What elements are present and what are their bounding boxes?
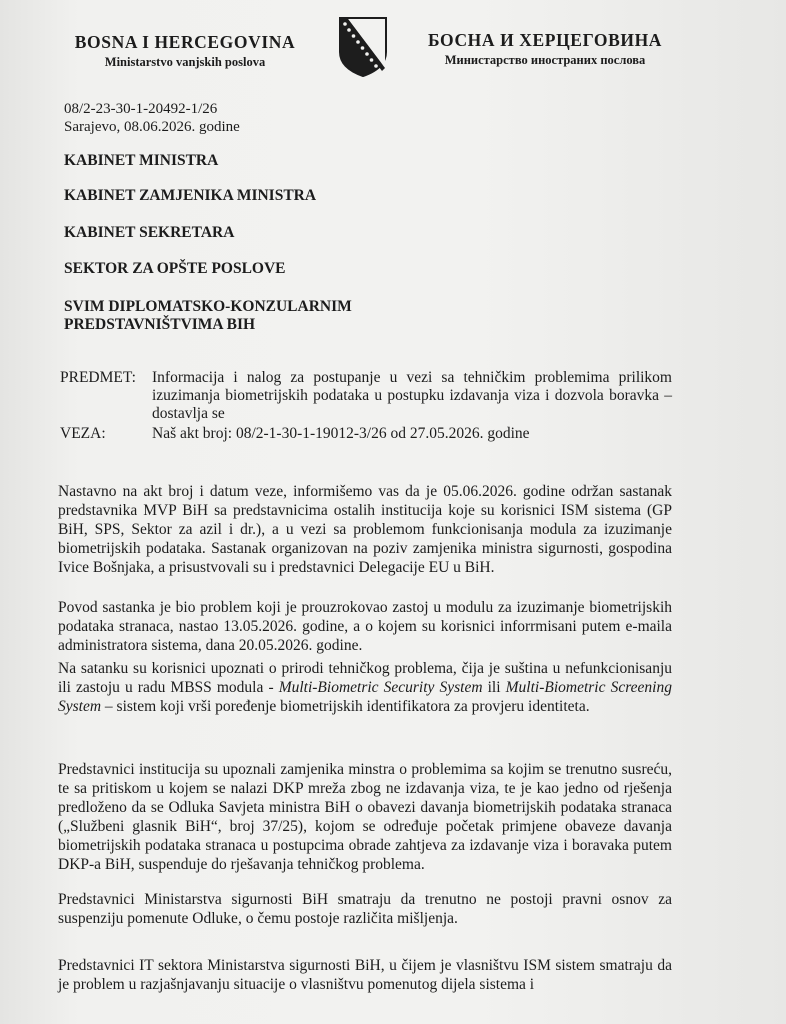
paragraph-segment: – sistem koji vrši poređenje biometrijskih identifikatora za provjeru identiteta. bbox=[101, 698, 590, 715]
body-paragraph-1 bbox=[58, 482, 672, 577]
link-label: VEZA: bbox=[60, 425, 106, 442]
body-paragraph-4 bbox=[58, 760, 672, 874]
paragraph-text: Predstavnici Ministarstva sigurnosti BiH smatraju da trenutno ne postoji pravni osnov za suspenziju pomenute Odluke, o čemu postoje različita mišljenja. bbox=[58, 891, 672, 927]
reference-number: 08/2-23-30-1-20492-1/26 bbox=[64, 101, 218, 117]
header-left bbox=[60, 32, 310, 70]
mbss-term-1: Multi-Biometric Security System bbox=[278, 679, 483, 696]
subject-text: Informacija i nalog za postupanje u vezi sa tehničkim problemima prilikom izuzimanja biometrijskih podataka u postupku izdavanja viza i dozvola boravka – dostavlja se bbox=[152, 369, 672, 422]
recipient-5-line-2: PREDSTAVNIŠTVIMA BIH bbox=[64, 316, 256, 333]
paragraph-segment: ili bbox=[482, 679, 506, 696]
body-paragraph-3 bbox=[58, 659, 672, 716]
recipient-5 bbox=[64, 298, 352, 334]
country-name-cyrillic: БОСНА И ХЕРЦЕГОВИНА bbox=[427, 30, 663, 50]
paragraph-segment: Na satanku su korisnici upoznati o prirodi tehničkog problema, čija je suština u nefunkcionisanju ili zastoju u radu MBSS modula - bbox=[58, 660, 672, 696]
ministry-name-latin: Ministarstvo vanjskih poslova bbox=[104, 55, 266, 69]
mbss-term-2: Multi-Biometric Screening System bbox=[58, 679, 672, 715]
paragraph-text: Predstavnici institucija su upoznali zamjenika minstra o problemima sa kojim se trenutno susreću, te sa pritiskom u kojem se nalazi DKP mreža zbog ne izdavanja viza, te je kao jedno od rješenja predloženo da se Odluka Savjeta ministra BiH o obavezi davanja biometrijskih podataka stranaca („Službeni glasnik BiH“, broj 37/25), kojom se određuje početak primjene obaveze davanja biometrijskih podataka stranaca u postupcima obrade zahtjeva za izdavanje viza i boravaka putem DKP-a BiH, suspenduje do rješavanja tehničkog problema. bbox=[58, 761, 672, 873]
paragraph-text: Povod sastanka je bio problem koji je prouzrokovao zastoj u modulu za izuzimanje biometrijskih podataka stranaca, nastao 13.05.2026. godine, a o kojem su korisnici inforrmisani putem e-maila administratora sistema, dana 20.05.2026. godine. bbox=[58, 599, 672, 654]
paragraph-text: Predstavnici IT sektora Ministarstva sigurnosti BiH, u čijem je vlasništvu ISM sistem smatraju da je problem u razjašnjavanju situacije o vlasništvu pomenutog dijela sistema i bbox=[58, 957, 672, 993]
body-paragraph-2 bbox=[58, 598, 672, 655]
link-text: Naš akt broj: 08/2-1-30-1-19012-3/26 od 27.05.2026. godine bbox=[152, 425, 530, 442]
coat-of-arms-icon bbox=[338, 16, 388, 78]
recipient-2: KABINET ZAMJENIKA MINISTRA bbox=[64, 187, 317, 204]
recipient-4: SEKTOR ZA OPŠTE POSLOVE bbox=[64, 260, 286, 277]
recipient-3: KABINET SEKRETARA bbox=[64, 224, 235, 241]
country-name-latin: BOSNA I HERCEGOVINA bbox=[74, 32, 296, 52]
recipient-5-line-1: SVIM DIPLOMATSKO-KONZULARNIM bbox=[64, 298, 352, 315]
body-paragraph-6 bbox=[58, 956, 672, 994]
paragraph-text bbox=[58, 659, 672, 716]
paragraph-text: Nastavno na akt broj i datum veze, informišemo vas da je 05.06.2026. godine održan sastanak predstavnika MVP BiH sa predstavnicima ostalih institucija koje su korisnici ISM sistema (GP BiH, SPS, Sektor za azil i dr.), a u vezi sa problemom funkcionisanja modula za izuzimanje biometrijskih podataka. Sastanak organizovan na poziv zamjenika ministra sigurnosti, gospodina Ivice Bošnjaka, a prisustvovali su i predstavnici Delegacije EU u BiH. bbox=[58, 483, 672, 576]
reference-block bbox=[64, 100, 240, 136]
ministry-name-cyrillic: Министарство иностраних послова bbox=[444, 53, 646, 67]
subject-label: PREDMET: bbox=[60, 369, 136, 386]
recipient-1: KABINET MINISTRA bbox=[64, 152, 219, 169]
header-right bbox=[410, 30, 680, 68]
body-paragraph-5 bbox=[58, 890, 672, 928]
place-date: Sarajevo, 08.06.2026. godine bbox=[64, 119, 240, 135]
